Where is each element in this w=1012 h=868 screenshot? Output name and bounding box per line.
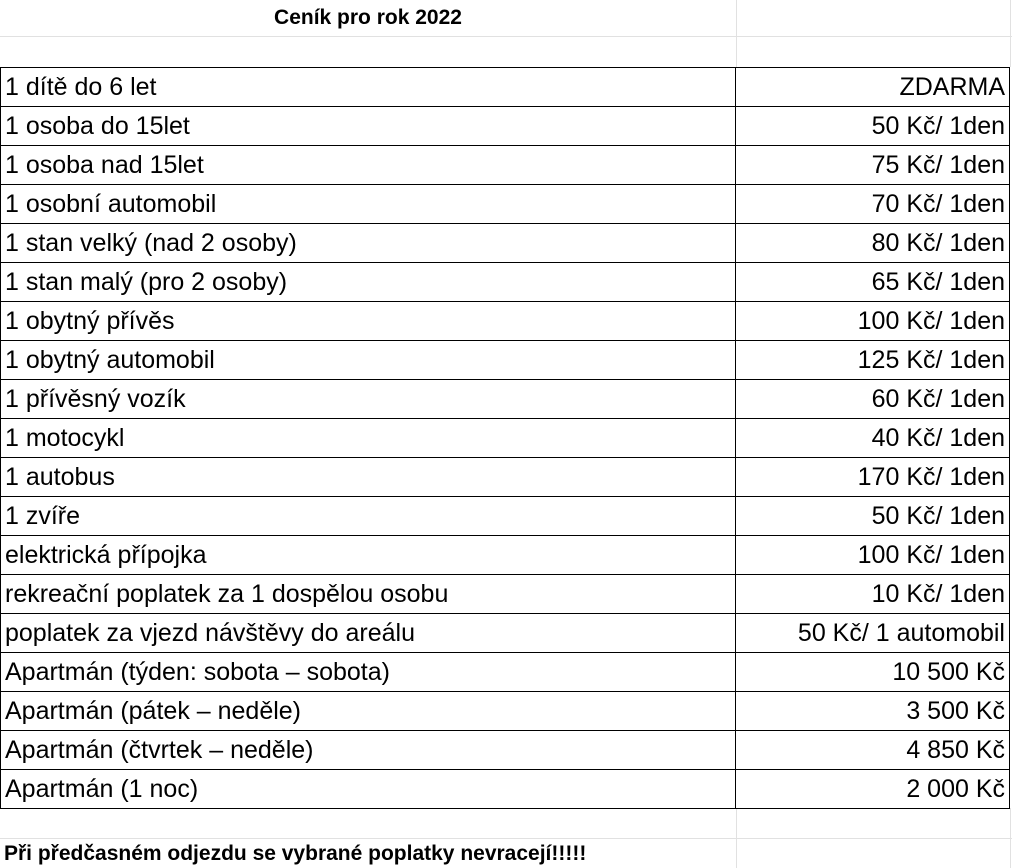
item-cell[interactable]: Apartmán (1 noc): [1, 770, 736, 808]
price-cell[interactable]: 4 850 Kč: [906, 736, 1005, 764]
table-row: [1, 458, 1009, 497]
price-cell[interactable]: 75 Kč/ 1den: [871, 151, 1005, 179]
table-row: [1, 341, 1009, 380]
table-row: [1, 302, 1009, 341]
item-cell[interactable]: 1 stan velký (nad 2 osoby): [1, 224, 736, 262]
item-cell[interactable]: 1 osoba nad 15let: [1, 146, 736, 184]
table-row: [1, 146, 1009, 185]
item-cell[interactable]: Apartmán (týden: sobota – sobota): [1, 653, 736, 691]
item-cell[interactable]: 1 osobní automobil: [1, 185, 736, 223]
item-cell[interactable]: 1 přívěsný vozík: [1, 380, 736, 418]
table-row: [1, 731, 1009, 770]
price-cell[interactable]: 100 Kč/ 1den: [857, 541, 1005, 569]
item-cell[interactable]: 1 motocykl: [1, 419, 736, 457]
price-cell[interactable]: 100 Kč/ 1den: [857, 307, 1005, 335]
table-row: [1, 107, 1009, 146]
price-cell[interactable]: 10 Kč/ 1den: [871, 580, 1005, 608]
item-cell[interactable]: poplatek za vjezd návštěvy do areálu: [1, 614, 736, 652]
table-row: [1, 380, 1009, 419]
grid-line: [736, 0, 737, 67]
sheet-title: Ceník pro rok 2022: [274, 6, 462, 29]
price-cell[interactable]: 50 Kč/ 1den: [871, 502, 1005, 530]
price-cell[interactable]: ZDARMA: [899, 73, 1005, 101]
table-row: [1, 536, 1009, 575]
grid-line: [0, 36, 1012, 37]
price-table: [0, 67, 1010, 809]
table-row: [1, 263, 1009, 302]
item-cell[interactable]: Apartmán (čtvrtek – neděle): [1, 731, 736, 769]
item-cell[interactable]: 1 autobus: [1, 458, 736, 496]
price-cell[interactable]: 60 Kč/ 1den: [871, 385, 1005, 413]
grid-line: [1010, 808, 1011, 868]
item-cell[interactable]: 1 stan malý (pro 2 osoby): [1, 263, 736, 301]
table-row: [1, 575, 1009, 614]
table-row: [1, 185, 1009, 224]
price-cell[interactable]: 50 Kč/ 1 automobil: [797, 619, 1005, 647]
table-row: [1, 614, 1009, 653]
item-cell[interactable]: 1 obytný přívěs: [1, 302, 736, 340]
table-row: [1, 770, 1009, 808]
price-cell[interactable]: 10 500 Kč: [892, 658, 1005, 686]
price-cell[interactable]: 50 Kč/ 1den: [871, 112, 1005, 140]
price-cell[interactable]: 170 Kč/ 1den: [857, 463, 1005, 491]
item-cell[interactable]: 1 osoba do 15let: [1, 107, 736, 145]
grid-line: [736, 808, 737, 868]
grid-line: [0, 838, 1012, 839]
footer-note: Při předčasném odjezdu se vybrané poplatky nevracejí!!!!!: [4, 842, 587, 865]
price-cell[interactable]: 2 000 Kč: [906, 775, 1005, 803]
table-row: [1, 419, 1009, 458]
price-cell[interactable]: 3 500 Kč: [906, 697, 1005, 725]
item-cell[interactable]: 1 obytný automobil: [1, 341, 736, 379]
table-row: [1, 692, 1009, 731]
table-row: [1, 497, 1009, 536]
item-cell[interactable]: Apartmán (pátek – neděle): [1, 692, 736, 730]
item-cell[interactable]: 1 dítě do 6 let: [1, 68, 736, 106]
table-row: [1, 653, 1009, 692]
table-row: [1, 224, 1009, 263]
price-cell[interactable]: 70 Kč/ 1den: [871, 190, 1005, 218]
price-cell[interactable]: 80 Kč/ 1den: [871, 229, 1005, 257]
price-cell[interactable]: 125 Kč/ 1den: [857, 346, 1005, 374]
table-row: [1, 68, 1009, 107]
item-cell[interactable]: rekreační poplatek za 1 dospělou osobu: [1, 575, 736, 613]
price-cell[interactable]: 65 Kč/ 1den: [871, 268, 1005, 296]
price-cell[interactable]: 40 Kč/ 1den: [871, 424, 1005, 452]
grid-line: [1010, 0, 1011, 67]
item-cell[interactable]: 1 zvíře: [1, 497, 736, 535]
item-cell[interactable]: elektrická přípojka: [1, 536, 736, 574]
